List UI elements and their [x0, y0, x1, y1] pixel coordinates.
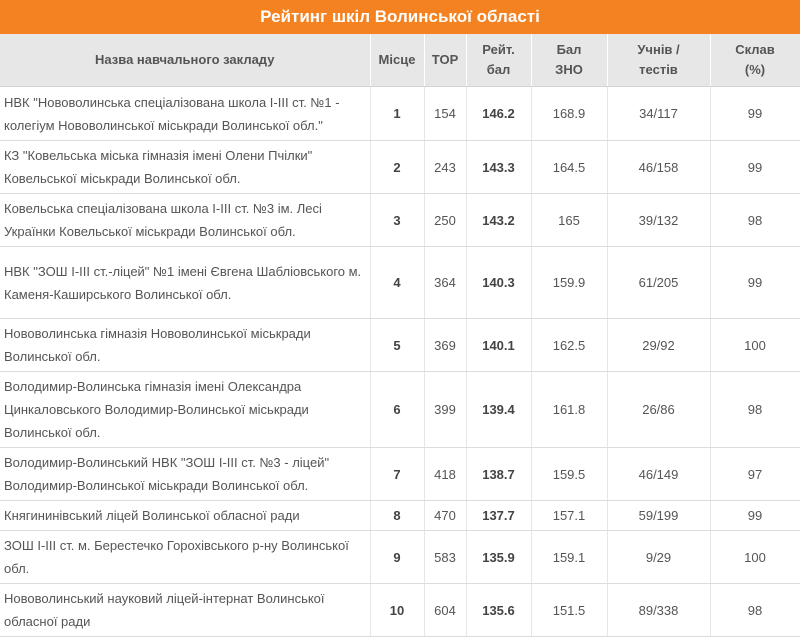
table-header-row: [0, 34, 800, 87]
school-name: Володимир-Волинська гімназія імені Олександра Цинкаловського Володимир-Волинської міськради Волинської обл.: [0, 372, 370, 448]
rating-cell: 143.3: [466, 141, 531, 194]
students-cell: 9/29: [607, 531, 710, 584]
header-name: Назва навчального закладу: [0, 34, 370, 87]
students-cell: 89/338: [607, 584, 710, 637]
table-row: [0, 372, 800, 448]
school-rating-table: [0, 34, 800, 637]
header-rating: Рейт. бал: [466, 34, 531, 87]
place-cell: 5: [370, 319, 424, 372]
rating-cell: 137.7: [466, 501, 531, 531]
place-cell: 8: [370, 501, 424, 531]
rating-cell: 139.4: [466, 372, 531, 448]
top-cell: 604: [424, 584, 466, 637]
top-cell: 243: [424, 141, 466, 194]
top-cell: 399: [424, 372, 466, 448]
place-cell: 10: [370, 584, 424, 637]
rating-cell: 135.9: [466, 531, 531, 584]
place-cell: 1: [370, 87, 424, 141]
top-cell: 583: [424, 531, 466, 584]
table-row: [0, 319, 800, 372]
table-row: [0, 87, 800, 141]
rating-cell: 140.1: [466, 319, 531, 372]
school-name: Нововолинський науковий ліцей-інтернат Волинської обласної ради: [0, 584, 370, 637]
zno-cell: 161.8: [531, 372, 607, 448]
place-cell: 4: [370, 247, 424, 319]
page-title: Рейтинг шкіл Волинської області: [0, 0, 800, 34]
students-cell: 46/158: [607, 141, 710, 194]
header-composition: Склав (%): [710, 34, 800, 87]
composition-cell: 100: [710, 319, 800, 372]
students-cell: 59/199: [607, 501, 710, 531]
school-name: ЗОШ І-ІІІ ст. м. Берестечко Горохівського р-ну Волинської обл.: [0, 531, 370, 584]
composition-cell: 99: [710, 247, 800, 319]
students-cell: 29/92: [607, 319, 710, 372]
school-name: Княгининівський ліцей Волинської обласної ради: [0, 501, 370, 531]
students-cell: 46/149: [607, 448, 710, 501]
header-zno: Бал ЗНО: [531, 34, 607, 87]
place-cell: 9: [370, 531, 424, 584]
table-row: [0, 194, 800, 247]
table-row: [0, 247, 800, 319]
zno-cell: 168.9: [531, 87, 607, 141]
zno-cell: 164.5: [531, 141, 607, 194]
composition-cell: 99: [710, 501, 800, 531]
top-cell: 418: [424, 448, 466, 501]
table-row: [0, 501, 800, 531]
header-students: Учнів / тестів: [607, 34, 710, 87]
composition-cell: 100: [710, 531, 800, 584]
place-cell: 7: [370, 448, 424, 501]
table-row: [0, 584, 800, 637]
zno-cell: 159.9: [531, 247, 607, 319]
composition-cell: 99: [710, 87, 800, 141]
school-name: НВК "ЗОШ І-ІІІ ст.-ліцей" №1 імені Євгена Шаблiовського м. Каменя-Каширського Волинської обл.: [0, 247, 370, 319]
table-row: [0, 448, 800, 501]
top-cell: 470: [424, 501, 466, 531]
composition-cell: 98: [710, 584, 800, 637]
rating-cell: 138.7: [466, 448, 531, 501]
school-name: КЗ "Ковельська міська гімназія імені Олени Пчілки" Ковельської міськради Волинської обл.: [0, 141, 370, 194]
students-cell: 26/86: [607, 372, 710, 448]
header-top: TOP: [424, 34, 466, 87]
zno-cell: 165: [531, 194, 607, 247]
zno-cell: 159.1: [531, 531, 607, 584]
school-name: Ковельська спеціалізована школа І-ІІІ ст. №3 ім. Лесі Українки Ковельської міськради Волинської обл.: [0, 194, 370, 247]
zno-cell: 157.1: [531, 501, 607, 531]
table-row: [0, 531, 800, 584]
zno-cell: 162.5: [531, 319, 607, 372]
place-cell: 6: [370, 372, 424, 448]
composition-cell: 97: [710, 448, 800, 501]
school-name: Нововолинська гімназія Нововолинської міськради Волинської обл.: [0, 319, 370, 372]
composition-cell: 98: [710, 194, 800, 247]
rating-cell: 143.2: [466, 194, 531, 247]
students-cell: 39/132: [607, 194, 710, 247]
header-place: Місце: [370, 34, 424, 87]
table-row: [0, 141, 800, 194]
zno-cell: 159.5: [531, 448, 607, 501]
top-cell: 154: [424, 87, 466, 141]
rating-cell: 146.2: [466, 87, 531, 141]
school-name: НВК "Нововолинська спеціалізована школа І-ІІІ ст. №1 - колегіум Нововолинської міськради Волинської обл.": [0, 87, 370, 141]
place-cell: 2: [370, 141, 424, 194]
zno-cell: 151.5: [531, 584, 607, 637]
students-cell: 61/205: [607, 247, 710, 319]
rating-cell: 140.3: [466, 247, 531, 319]
top-cell: 369: [424, 319, 466, 372]
place-cell: 3: [370, 194, 424, 247]
top-cell: 250: [424, 194, 466, 247]
rating-cell: 135.6: [466, 584, 531, 637]
composition-cell: 98: [710, 372, 800, 448]
students-cell: 34/117: [607, 87, 710, 141]
school-name: Володимир-Волинський НВК "ЗОШ І-ІІІ ст. №3 - ліцей" Володимир-Волинської міськради Волинської обл.: [0, 448, 370, 501]
top-cell: 364: [424, 247, 466, 319]
composition-cell: 99: [710, 141, 800, 194]
